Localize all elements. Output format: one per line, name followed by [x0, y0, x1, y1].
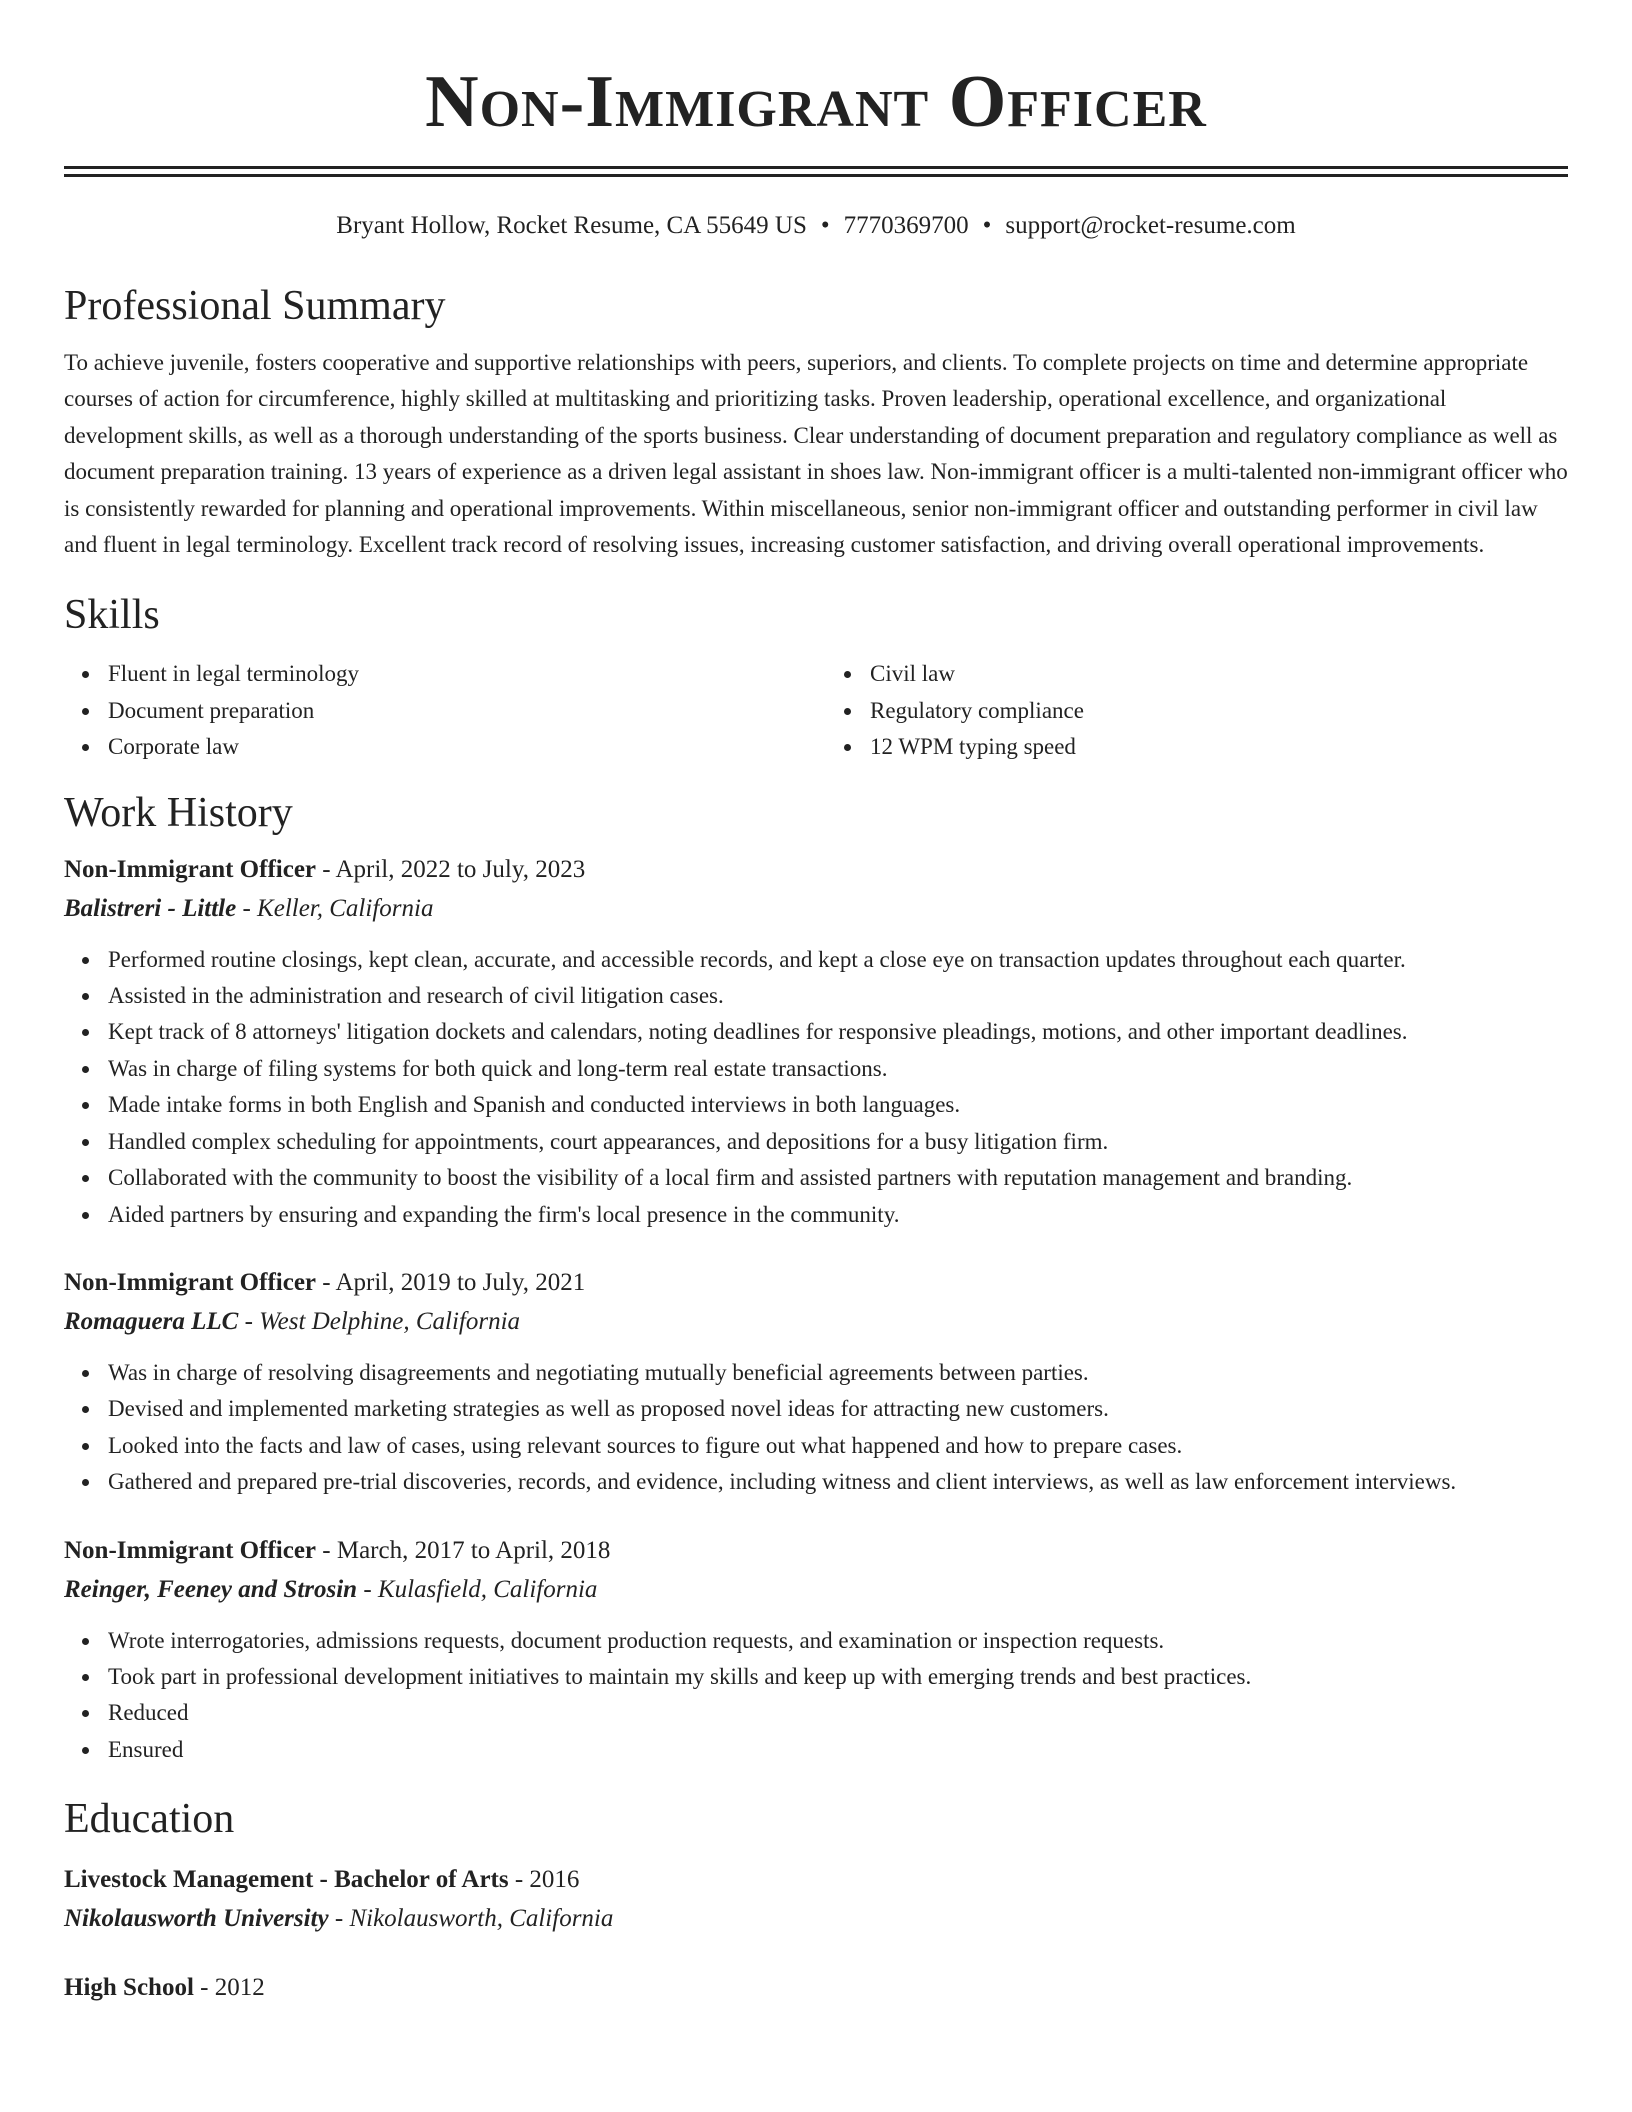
skills-column-right	[826, 656, 1568, 765]
education-degree-line	[64, 1860, 1568, 1900]
job-duty: Was in charge of filing systems for both quick and long-term real estate transactions.	[64, 1051, 1568, 1087]
skill-item: Fluent in legal terminology	[64, 656, 806, 692]
job-duty: Assisted in the administration and research of civil litigation cases.	[64, 978, 1568, 1014]
education-heading: Education	[64, 1796, 235, 1843]
job-duty: Devised and implemented marketing strategies as well as proposed novel ideas for attracting new customers.	[64, 1391, 1568, 1427]
job-location: - West Delphine, California	[238, 1307, 521, 1335]
job-dates: - April, 2019 to July, 2021	[316, 1268, 586, 1296]
job-duties	[64, 1623, 1568, 1769]
job-entry	[64, 1531, 1568, 1769]
skill-item: Regulatory compliance	[826, 693, 1568, 729]
job-company: Balistreri - Little	[64, 894, 237, 922]
job-duties	[64, 1355, 1568, 1501]
job-duty: Reduced	[64, 1695, 1568, 1731]
job-duty: Gathered and prepared pre-trial discoveries, records, and evidence, including witness and client interviews, as well as law enforcement interviews.	[64, 1464, 1568, 1500]
education-degree: Livestock Management - Bachelor of Arts	[64, 1866, 509, 1894]
education-year: - 2012	[193, 1974, 265, 2002]
job-location: - Kulasfield, California	[357, 1575, 598, 1603]
contact-phone: 7770369700	[843, 212, 969, 239]
education-school-line	[64, 1900, 1568, 1938]
job-employer	[64, 890, 1568, 928]
skills-list	[64, 656, 1568, 765]
job-dates: - April, 2022 to July, 2023	[316, 855, 586, 883]
resume-title: Non-Immigrant Officer	[425, 61, 1207, 143]
job-duty: Made intake forms in both English and Spanish and conducted interviews in both languages.	[64, 1087, 1568, 1123]
contact-email: support@rocket-resume.com	[1005, 212, 1296, 239]
job-duty: Collaborated with the community to boost the visibility of a local firm and assisted partners with reputation management and branding.	[64, 1160, 1568, 1196]
job-company: Romaguera LLC	[64, 1307, 239, 1335]
work-history-heading: Work History	[64, 789, 293, 836]
skill-item: Civil law	[826, 656, 1568, 692]
job-duty: Handled complex scheduling for appointments, court appearances, and depositions for a busy litigation firm.	[64, 1124, 1568, 1160]
title-divider	[64, 166, 1568, 177]
job-duty: Performed routine closings, kept clean, accurate, and accessible records, and kept a close eye on transaction updates throughout each quarter.	[64, 942, 1568, 978]
education-location: - Nikolausworth, California	[328, 1905, 614, 1933]
job-duty: Aided partners by ensuring and expanding the firm's local presence in the community.	[64, 1197, 1568, 1233]
contact-separator: •	[820, 212, 830, 239]
contact-line	[64, 211, 1568, 241]
job-entry	[64, 850, 1568, 1233]
education-degree-line	[64, 1968, 1568, 2008]
resume-page	[64, 0, 1568, 2008]
job-duty: Wrote interrogatories, admissions requests, document production requests, and examination or inspection requests.	[64, 1623, 1568, 1659]
education-school: Nikolausworth University	[64, 1905, 329, 1933]
job-location: - Keller, California	[236, 894, 434, 922]
summary-text: To achieve juvenile, fosters cooperative and supportive relationships with peers, superiors, and clients. To complete projects on time and determine appropriate courses of action for circumference, highly skilled at multitasking and prioritizing tasks. Proven leadership, operational excellence, and organizational development skills, as well as a thorough understanding of the sports business. Clear understanding of document preparation and regulatory compliance as well as document preparation training. 13 years of experience as a driven legal assistant in shoes law. Non-immigrant officer is a multi-talented non-immigrant officer who is consistently rewarded for planning and operational improvements. Within miscellaneous, senior non-immigrant officer and outstanding performer in civil law and fluent in legal terminology. Excellent track record of resolving issues, increasing customer satisfaction, and driving overall operational improvements.	[64, 350, 1568, 558]
contact-address: Bryant Hollow, Rocket Resume, CA 55649 US	[336, 212, 807, 239]
skill-item: Corporate law	[64, 729, 806, 765]
job-duty: Looked into the facts and law of cases, using relevant sources to figure out what happened and how to prepare cases.	[64, 1428, 1568, 1464]
job-header	[64, 1263, 1568, 1303]
job-header	[64, 1531, 1568, 1571]
skill-item: 12 WPM typing speed	[826, 729, 1568, 765]
skills-heading: Skills	[64, 592, 160, 639]
job-title: Non-Immigrant Officer	[64, 1268, 317, 1296]
summary-heading: Professional Summary	[64, 283, 446, 329]
job-duties	[64, 942, 1568, 1233]
job-title: Non-Immigrant Officer	[64, 1536, 317, 1564]
job-header	[64, 850, 1568, 890]
job-duty: Kept track of 8 attorneys' litigation dockets and calendars, noting deadlines for responsive pleadings, motions, and other important deadlines.	[64, 1014, 1568, 1050]
job-duty: Ensured	[64, 1732, 1568, 1768]
education-entry	[64, 1860, 1568, 1938]
job-entry	[64, 1263, 1568, 1501]
job-employer	[64, 1571, 1568, 1609]
education-year: - 2016	[508, 1866, 580, 1894]
job-duty: Was in charge of resolving disagreements and negotiating mutually beneficial agreements between parties.	[64, 1355, 1568, 1391]
contact-separator: •	[982, 212, 992, 239]
job-company: Reinger, Feeney and Strosin	[64, 1575, 358, 1603]
skill-item: Document preparation	[64, 693, 806, 729]
job-title: Non-Immigrant Officer	[64, 855, 317, 883]
skills-column-left	[64, 656, 806, 765]
education-entry	[64, 1968, 1568, 2008]
job-duty: Took part in professional development initiatives to maintain my skills and keep up with emerging trends and best practices.	[64, 1659, 1568, 1695]
job-dates: - March, 2017 to April, 2018	[316, 1536, 611, 1564]
job-employer	[64, 1303, 1568, 1341]
education-degree: High School	[64, 1974, 194, 2002]
